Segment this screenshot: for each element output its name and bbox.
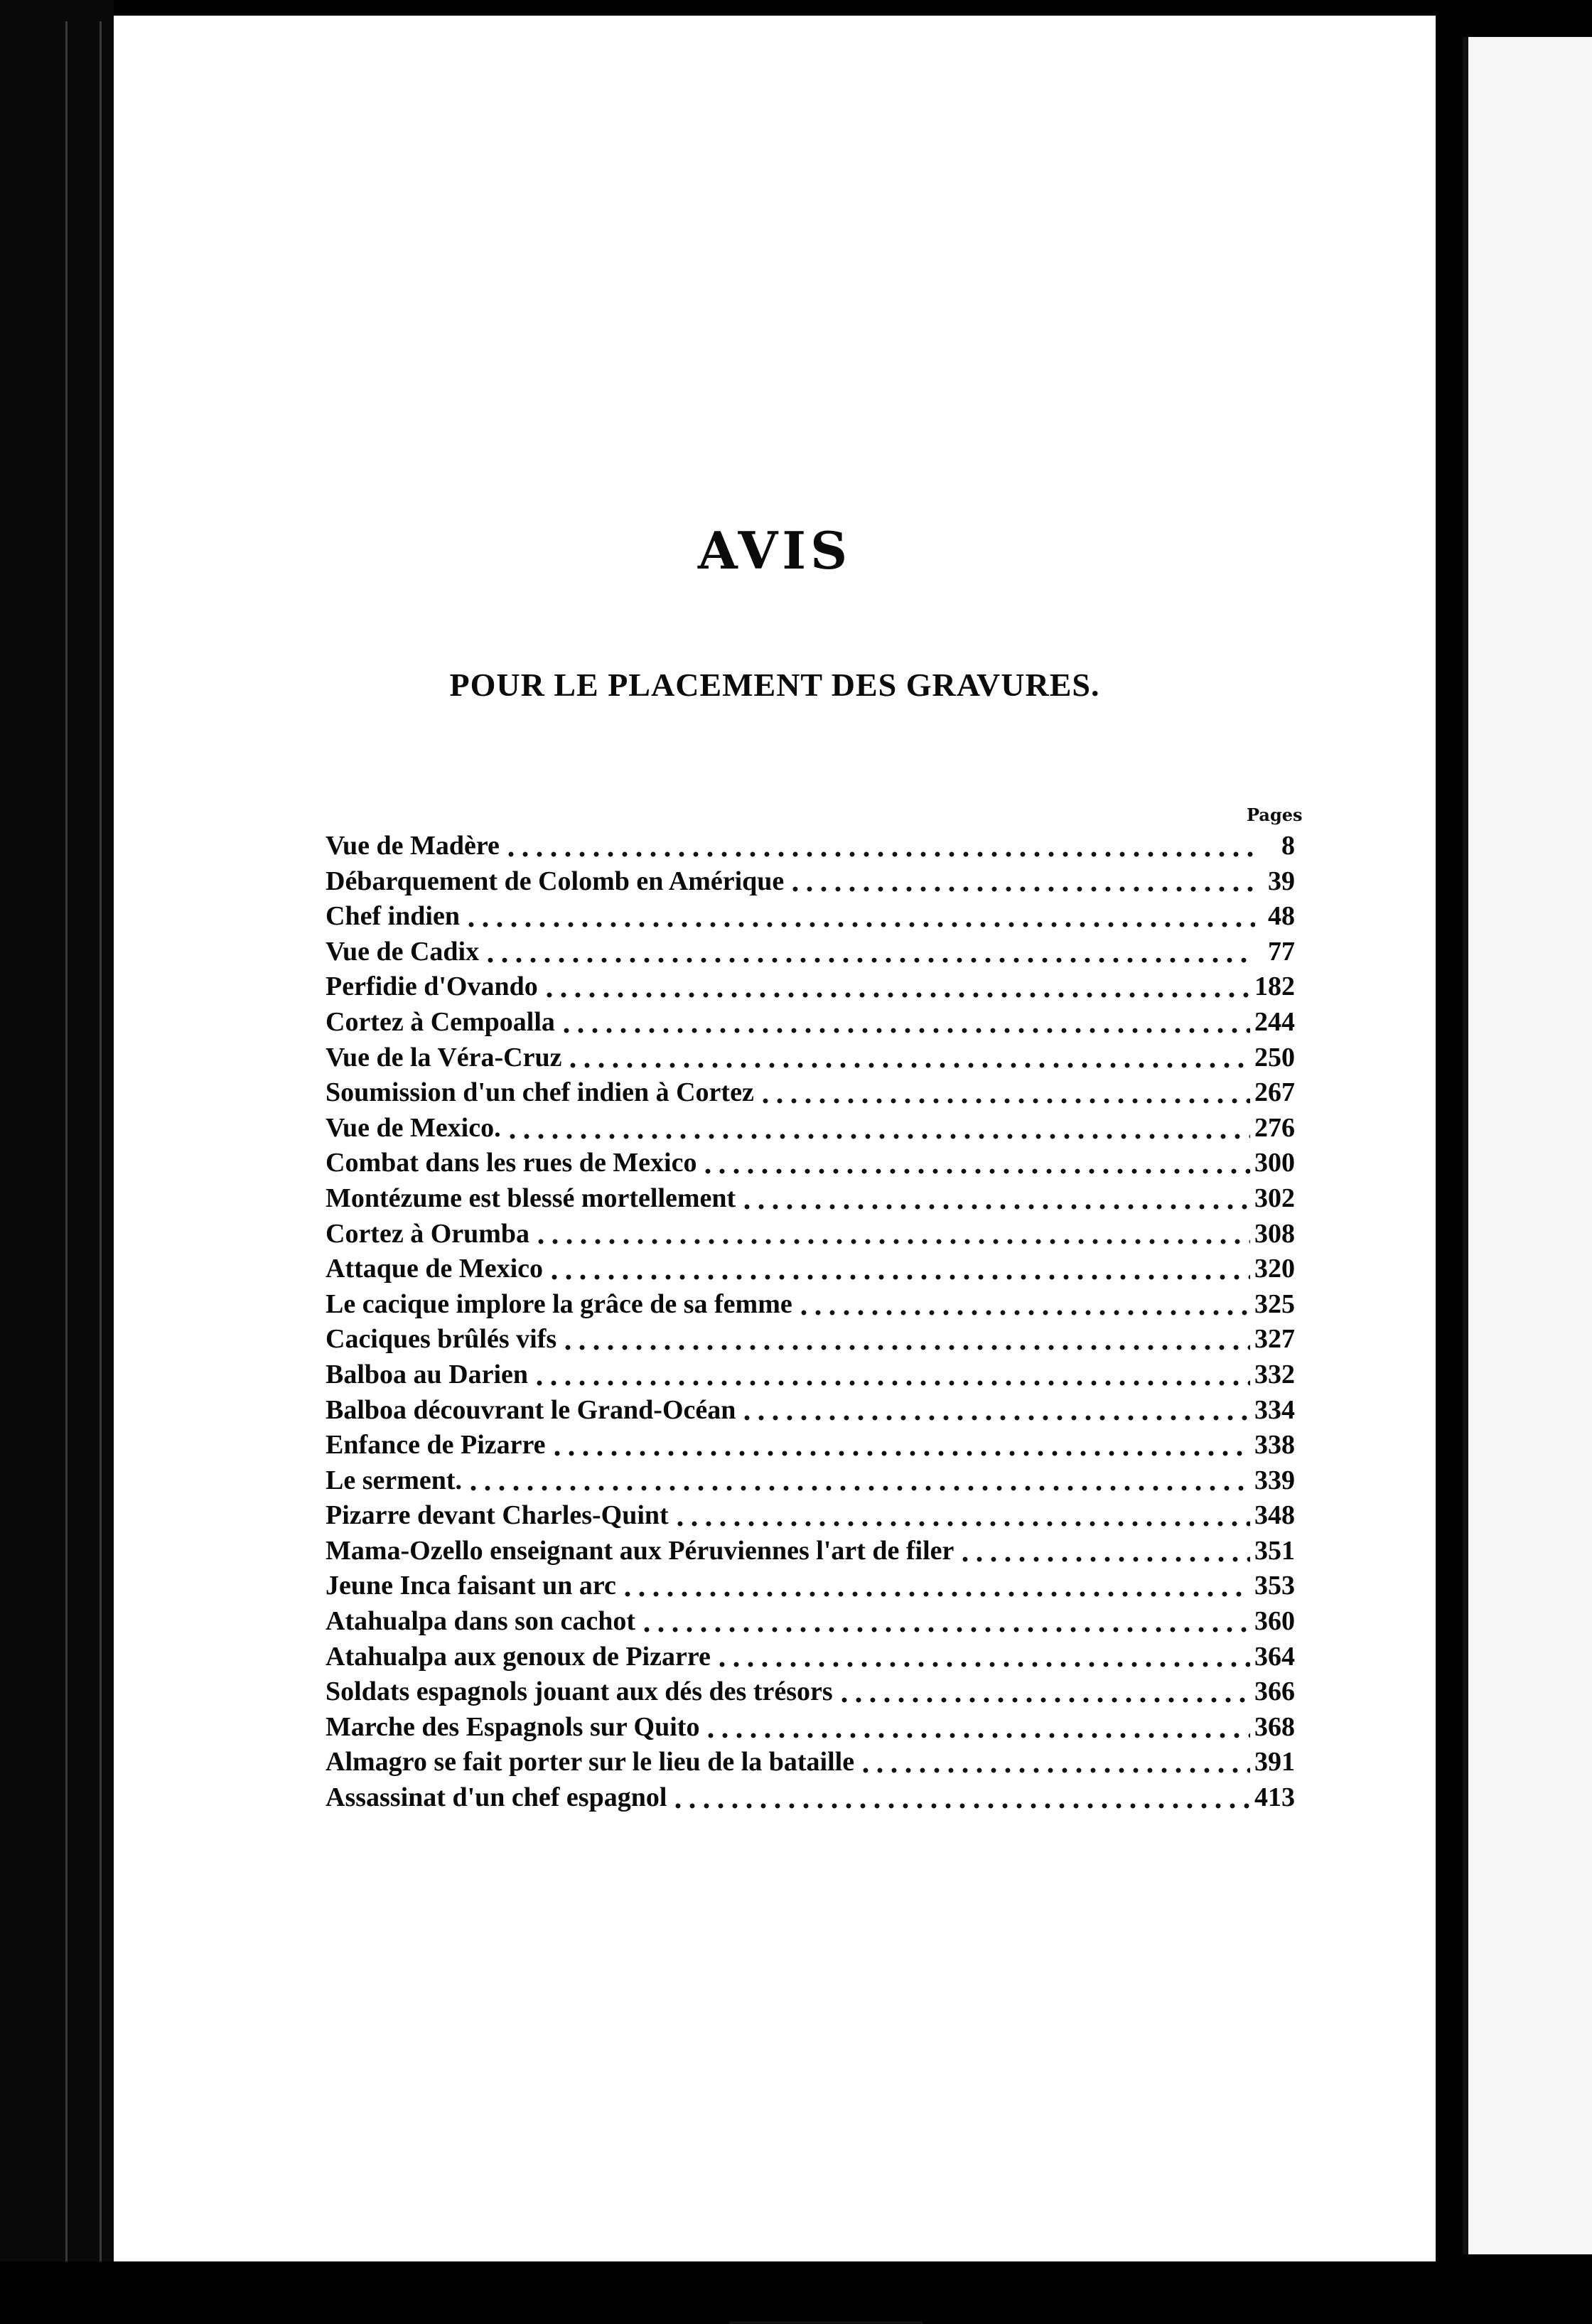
plate-title: Vue de la Véra-Cruz <box>326 1042 562 1072</box>
plate-title: Montézume est blessé mortellement <box>326 1183 736 1213</box>
scan-left-border <box>0 0 114 2297</box>
plate-page-number: 302 <box>1254 1183 1295 1213</box>
list-item <box>326 899 1295 935</box>
dot-leader <box>715 1661 1250 1668</box>
list-item <box>326 1287 1295 1323</box>
list-item <box>326 1534 1295 1569</box>
plate-page-number: 39 <box>1268 866 1295 896</box>
page-gutter <box>1463 37 1468 2254</box>
list-item <box>326 1428 1295 1463</box>
plate-title: Balboa découvrant le Grand-Océan <box>326 1394 736 1425</box>
list-item <box>326 1252 1295 1287</box>
dot-leader <box>566 1062 1250 1069</box>
plate-title: Soldats espagnols jouant aux dés des trésors <box>326 1677 833 1707</box>
plate-title: Le cacique implore la grâce de sa femme <box>326 1289 792 1319</box>
plate-page-number: 366 <box>1254 1677 1295 1707</box>
page-title: AVIS <box>697 520 852 581</box>
list-item <box>326 1498 1295 1534</box>
document-page <box>114 16 1436 2261</box>
list-item <box>326 864 1295 900</box>
dot-leader <box>504 851 1255 858</box>
dot-leader <box>671 1802 1250 1809</box>
plate-page-number: 320 <box>1254 1254 1295 1284</box>
plate-title: Assassinat d'un chef espagnol <box>326 1782 667 1813</box>
list-item <box>326 969 1295 1005</box>
dot-leader <box>532 1379 1250 1387</box>
list-item <box>326 1745 1295 1780</box>
plate-title: Vue de Madère <box>326 831 500 861</box>
plate-title: Chef indien <box>326 901 460 932</box>
scan-streak <box>65 21 68 2269</box>
plate-page-number: 368 <box>1254 1711 1295 1742</box>
plate-page-number: 48 <box>1268 901 1295 932</box>
dot-leader <box>620 1591 1250 1598</box>
scan-streak <box>100 21 102 2269</box>
dot-leader <box>673 1520 1250 1527</box>
dot-leader <box>483 957 1255 964</box>
dot-leader <box>704 1732 1250 1739</box>
list-item <box>326 1111 1295 1146</box>
plate-page-number: 332 <box>1254 1359 1295 1389</box>
adjacent-page-edge <box>1463 37 1592 2254</box>
list-item <box>326 1463 1295 1499</box>
plate-page-number: 325 <box>1254 1289 1295 1319</box>
list-item <box>326 1322 1295 1357</box>
dot-leader <box>640 1626 1250 1633</box>
plate-page-number: 391 <box>1254 1747 1295 1777</box>
scan-bottom-border <box>0 2261 1592 2297</box>
list-item <box>326 1393 1295 1429</box>
plate-page-number: 8 <box>1281 831 1295 861</box>
dot-leader <box>837 1696 1250 1704</box>
plate-page-number: 360 <box>1254 1606 1295 1637</box>
list-item <box>326 1146 1295 1181</box>
plate-page-number: 353 <box>1254 1571 1295 1601</box>
plate-title: Perfidie d'Ovando <box>326 972 538 1002</box>
plate-title: Pizarre devant Charles-Quint <box>326 1500 669 1531</box>
plate-title: Débarquement de Colomb en Amérique <box>326 866 785 896</box>
list-item <box>326 1710 1295 1745</box>
list-item <box>326 1005 1295 1040</box>
plate-page-number: 267 <box>1254 1077 1295 1108</box>
dot-leader <box>788 886 1255 893</box>
plate-page-number: 338 <box>1254 1430 1295 1460</box>
plate-title: Vue de Cadix <box>326 936 480 967</box>
plate-page-number: 339 <box>1254 1465 1295 1495</box>
list-item <box>326 1040 1295 1076</box>
plates-list <box>326 829 1295 1816</box>
dot-leader <box>561 1344 1250 1351</box>
pages-column-label: Pages <box>1247 805 1303 825</box>
dot-leader <box>550 1450 1250 1457</box>
plate-title: Enfance de Pizarre <box>326 1430 546 1460</box>
list-item <box>326 1640 1295 1675</box>
dot-leader <box>859 1767 1250 1774</box>
plate-title: Cortez à Orumba <box>326 1218 530 1249</box>
dot-leader <box>740 1414 1250 1421</box>
plate-title: Atahualpa dans son cachot <box>326 1606 636 1637</box>
plate-page-number: 364 <box>1254 1641 1295 1672</box>
plate-title: Combat dans les rues de Mexico <box>326 1148 697 1178</box>
list-item <box>326 1674 1295 1710</box>
list-item <box>326 1357 1295 1393</box>
plate-title: Vue de Mexico. <box>326 1112 501 1143</box>
list-item <box>326 1569 1295 1604</box>
dot-leader <box>505 1133 1250 1140</box>
list-item <box>326 1075 1295 1111</box>
dot-leader <box>534 1238 1250 1245</box>
page-subtitle: POUR LE PLACEMENT DES GRAVURES. <box>449 667 1100 703</box>
plate-page-number: 334 <box>1254 1394 1295 1425</box>
dot-leader <box>466 1485 1250 1492</box>
dot-leader <box>758 1097 1250 1104</box>
list-item <box>326 1604 1295 1640</box>
dot-leader <box>559 1027 1250 1034</box>
plate-page-number: 308 <box>1254 1218 1295 1249</box>
plate-title: Mama-Ozello enseignant aux Péruviennes l'art de filer <box>326 1535 954 1566</box>
plate-title: Le serment. <box>326 1465 463 1495</box>
list-item <box>326 935 1295 970</box>
plate-title: Atahualpa aux genoux de Pizarre <box>326 1641 711 1672</box>
dot-leader <box>464 921 1255 928</box>
dot-leader <box>740 1203 1250 1210</box>
closing-rule <box>729 2321 923 2324</box>
list-item <box>326 1780 1295 1816</box>
plate-title: Attaque de Mexico <box>326 1254 544 1284</box>
plate-title: Soumission d'un chef indien à Cortez <box>326 1077 754 1108</box>
plate-page-number: 244 <box>1254 1006 1295 1037</box>
plate-page-number: 300 <box>1254 1148 1295 1178</box>
list-item <box>326 1217 1295 1252</box>
plate-page-number: 348 <box>1254 1500 1295 1531</box>
list-item <box>326 1181 1295 1217</box>
dot-leader <box>542 991 1250 999</box>
plate-title: Marche des Espagnols sur Quito <box>326 1711 700 1742</box>
plate-page-number: 351 <box>1254 1535 1295 1566</box>
plate-page-number: 77 <box>1268 936 1295 967</box>
plate-page-number: 250 <box>1254 1042 1295 1072</box>
plate-title: Almagro se fait porter sur le lieu de la bataille <box>326 1747 855 1777</box>
dot-leader <box>547 1274 1250 1281</box>
plate-title: Jeune Inca faisant un arc <box>326 1571 616 1601</box>
plate-page-number: 276 <box>1254 1112 1295 1143</box>
dot-leader <box>701 1168 1250 1175</box>
dot-leader <box>958 1556 1250 1563</box>
dot-leader <box>797 1309 1250 1316</box>
plate-title: Cortez à Cempoalla <box>326 1006 555 1037</box>
plate-page-number: 182 <box>1254 972 1295 1002</box>
list-item <box>326 829 1295 864</box>
plate-title: Caciques brûlés vifs <box>326 1324 557 1355</box>
plate-title: Balboa au Darien <box>326 1359 529 1389</box>
plate-page-number: 327 <box>1254 1324 1295 1355</box>
plate-page-number: 413 <box>1254 1782 1295 1813</box>
